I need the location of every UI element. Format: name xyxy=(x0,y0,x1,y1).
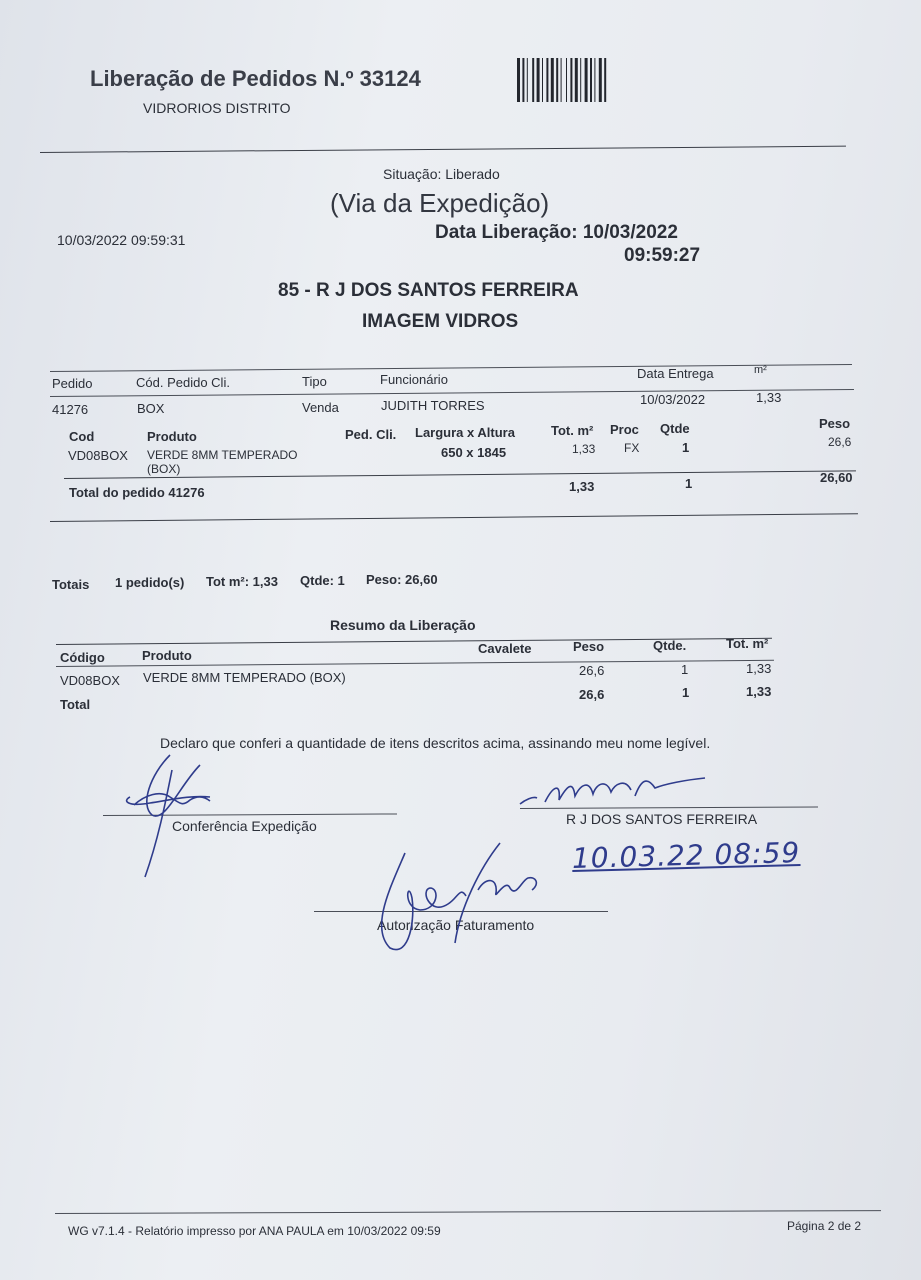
footer-page: Página 2 de 2 xyxy=(787,1219,862,1233)
item-largura-altura: 650 x 1845 xyxy=(441,445,507,460)
col-peso: Peso xyxy=(819,416,851,431)
col-m2: m² xyxy=(754,364,767,376)
resumo-col-qtde: Qtde. xyxy=(653,638,687,653)
col-funcionario: Funcionário xyxy=(380,372,448,387)
report-title: Liberação de Pedidos N.º 33124 xyxy=(90,66,421,91)
col-qtde: Qtde xyxy=(660,421,690,436)
resumo-qtde: 1 xyxy=(681,662,689,677)
col-cod-pedido-cli: Cód. Pedido Cli. xyxy=(136,375,230,390)
col-tot-m2: Tot. m² xyxy=(551,423,594,438)
col-tipo: Tipo xyxy=(302,374,327,389)
col-produto: Produto xyxy=(147,429,197,444)
item-produto: VERDE 8MM TEMPERADO xyxy=(147,448,298,462)
footer-printed-by: WG v7.1.4 - Relatório impresso por ANA PAULA em 10/03/2022 09:59 xyxy=(68,1224,441,1238)
cod-pedido-cli: BOX xyxy=(137,401,165,416)
signature-cliente xyxy=(515,766,710,811)
data-entrega: 10/03/2022 xyxy=(640,392,706,407)
order-bottom-rule xyxy=(50,513,858,522)
col-largura-altura: Largura x Altura xyxy=(415,425,515,440)
declaration-text: Declaro que conferi a quantidade de itens descritos acima, assinando meu nome legível. xyxy=(160,735,711,751)
print-timestamp: 10/03/2022 09:59:31 xyxy=(57,232,186,248)
col-pedido: Pedido xyxy=(52,376,93,391)
item-produto-line2: (BOX) xyxy=(147,462,181,476)
resumo-col-peso: Peso xyxy=(573,639,605,654)
col-cod: Cod xyxy=(69,429,95,444)
item-peso: 26,6 xyxy=(828,435,852,449)
resumo-col-codigo: Código xyxy=(60,650,105,665)
handwritten-date: 10.03.22 08:59 xyxy=(571,836,801,875)
resumo-total-label: Total xyxy=(60,697,91,712)
col-proc: Proc xyxy=(610,422,639,437)
cliente-label: R J DOS SANTOS FERREIRA xyxy=(566,811,758,827)
signature-conferencia xyxy=(110,745,230,880)
data-liberacao: Data Liberação: 10/03/2022 xyxy=(435,222,678,243)
totals-pedidos: 1 pedido(s) xyxy=(115,575,185,590)
item-tot-m2: 1,33 xyxy=(572,442,596,456)
order-total-qtde: 1 xyxy=(685,476,693,491)
resumo-codigo: VD08BOX xyxy=(60,673,120,688)
item-proc: FX xyxy=(624,441,640,455)
totals-m2: Tot m²: 1,33 xyxy=(206,574,278,589)
situacao: Situação: Liberado xyxy=(383,166,500,182)
resumo-total-qtde: 1 xyxy=(682,685,690,700)
order-header-rule xyxy=(50,389,854,397)
col-data-entrega: Data Entrega xyxy=(637,366,714,381)
resumo-col-cavalete: Cavalete xyxy=(478,641,532,656)
company-name: VIDRORIOS DISTRITO xyxy=(143,100,291,116)
signature-autorizacao xyxy=(360,838,550,956)
resumo-total-tot-m2: 1,33 xyxy=(746,684,772,699)
funcionario: JUDITH TORRES xyxy=(381,398,485,413)
m2-value: 1,33 xyxy=(756,390,782,405)
barcode xyxy=(517,58,659,104)
resumo-total-peso: 26,6 xyxy=(579,687,605,702)
header-divider xyxy=(40,146,846,153)
order-total-label: Total do pedido 41276 xyxy=(69,485,205,500)
order-total-peso: 26,60 xyxy=(820,470,853,485)
via-title: (Via da Expedição) xyxy=(330,188,550,218)
conferencia-label: Conferência Expedição xyxy=(172,818,317,834)
totals-label: Totais xyxy=(52,577,90,592)
client-name: 85 - R J DOS SANTOS FERREIRA xyxy=(278,280,579,301)
resumo-produto: VERDE 8MM TEMPERADO (BOX) xyxy=(143,670,346,685)
resumo-col-produto: Produto xyxy=(142,648,192,663)
client-subname: IMAGEM VIDROS xyxy=(362,311,519,332)
col-ped-cli: Ped. Cli. xyxy=(345,427,397,442)
resumo-peso: 26,6 xyxy=(579,663,605,678)
order-total-m2: 1,33 xyxy=(569,479,595,494)
totals-peso: Peso: 26,60 xyxy=(366,572,438,587)
item-qtde: 1 xyxy=(682,440,690,455)
resumo-title: Resumo da Liberação xyxy=(330,617,476,633)
resumo-col-tot-m2: Tot. m² xyxy=(726,636,769,651)
order-top-rule xyxy=(50,364,852,372)
autorizacao-label: Autorização Faturamento xyxy=(377,917,535,933)
resumo-tot-m2: 1,33 xyxy=(746,661,772,676)
data-liberacao-time: 09:59:27 xyxy=(624,245,701,266)
item-cod: VD08BOX xyxy=(68,448,128,463)
footer-rule xyxy=(55,1210,881,1214)
tipo: Venda xyxy=(302,400,339,415)
pedido-number: 41276 xyxy=(52,402,89,417)
totals-qtde: Qtde: 1 xyxy=(300,573,345,588)
item-total-rule xyxy=(64,470,856,479)
